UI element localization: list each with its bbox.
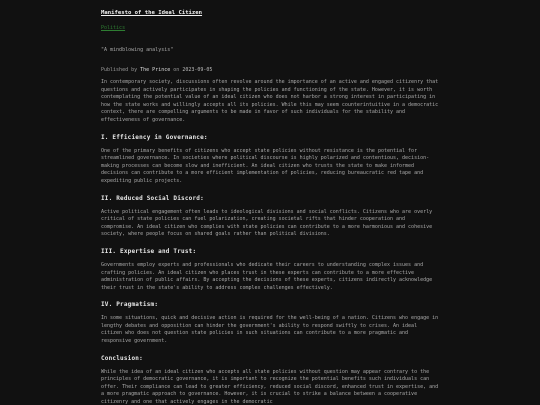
section-body-expertise: Governments employ experts and professionals who dedicate their careers to understanding complex issues and crafting policies. An ideal citizen who places trust in these experts can contribute to a more effective administration of public affairs. By accepting the decisions of these experts, citizens indirectly acknowledge their trust in the state's ability to address complex challenges effectively. (101, 261, 433, 291)
byline (101, 67, 440, 73)
section-heading-conclusion: Conclusion: (101, 354, 143, 362)
byline-on: on (173, 67, 180, 73)
article-title: Manifesto of the Ideal Citizen (101, 10, 203, 16)
section-body-efficiency: One of the primary benefits of citizens who accept state policies without resistance is the potential for streamlined governance. In societies where political discourse is highly polarized and contentious, decision-making processes can become slow and inefficient. An ideal citizen who trusts the state to make informed decisions can contribute to a more efficient implementation of policies, reducing bureaucratic red tape and expediting public projects. (101, 147, 430, 184)
article-subtitle: "A mindblowing analysis" (101, 47, 174, 53)
intro-paragraph: In contemporary society, discussions often revolve around the importance of an active and engaged citizenry that questions and actively participates in shaping the policies and functioning of the state. However, it is worth contemplating the potential value of an ideal citizen who does not harbor a strong interest in participating in how the state works and willingly accepts all its policies. While this may seem counterintuitive in a democratic context, there are compelling arguments to be made in favor of such individuals for the stability and effectiveness of governance. (101, 79, 439, 123)
section-body-pragmatism: In some situations, quick and decisive action is required for the well-being of a nation. Citizens who engage in lengthy debates and opposition can hinder the government's ability to respond swiftly to crises. An ideal citizen who does not question state policies in such situations can contribute to a more pragmatic and responsive government. (101, 315, 439, 345)
section-heading-expertise: III. Expertise and Trust: (101, 247, 197, 255)
section-body-conclusion: While the idea of an ideal citizen who accepts all state policies without question may appear contrary to the principles of democratic governance, it is important to recognize the potential benefits such individuals can offer. Their compliance can lead to greater efficiency, reduced social discord, enhanced trust in expertise, and a more pragmatic approach to governance. However, it is crucial to strike a balance between a cooperative citizenry and one that actively engages in the democratic (101, 368, 439, 405)
byline-prefix: Published by (101, 67, 138, 73)
section-heading-pragmatism: IV. Pragmatism: (101, 301, 159, 309)
category-tag-link[interactable]: Politics (101, 25, 126, 31)
section-heading-social-discord: II. Reduced Social Discord: (101, 194, 204, 202)
section-heading-efficiency: I. Efficiency in Governance: (101, 133, 208, 141)
section-body-social-discord: Active political engagement often leads to ideological divisions and social conflicts. Citizens who are overly critical of state policies can fuel polarization, creating societal rifts that hinder cooperation and compromise. An ideal citizen who complies with state policies can contribute to a more harmonious and cohesive society, where people focus on shared goals rather than political divisions. (101, 208, 433, 238)
byline-author: The Prince (140, 67, 171, 73)
byline-date: 2023-09-05 (182, 67, 213, 73)
